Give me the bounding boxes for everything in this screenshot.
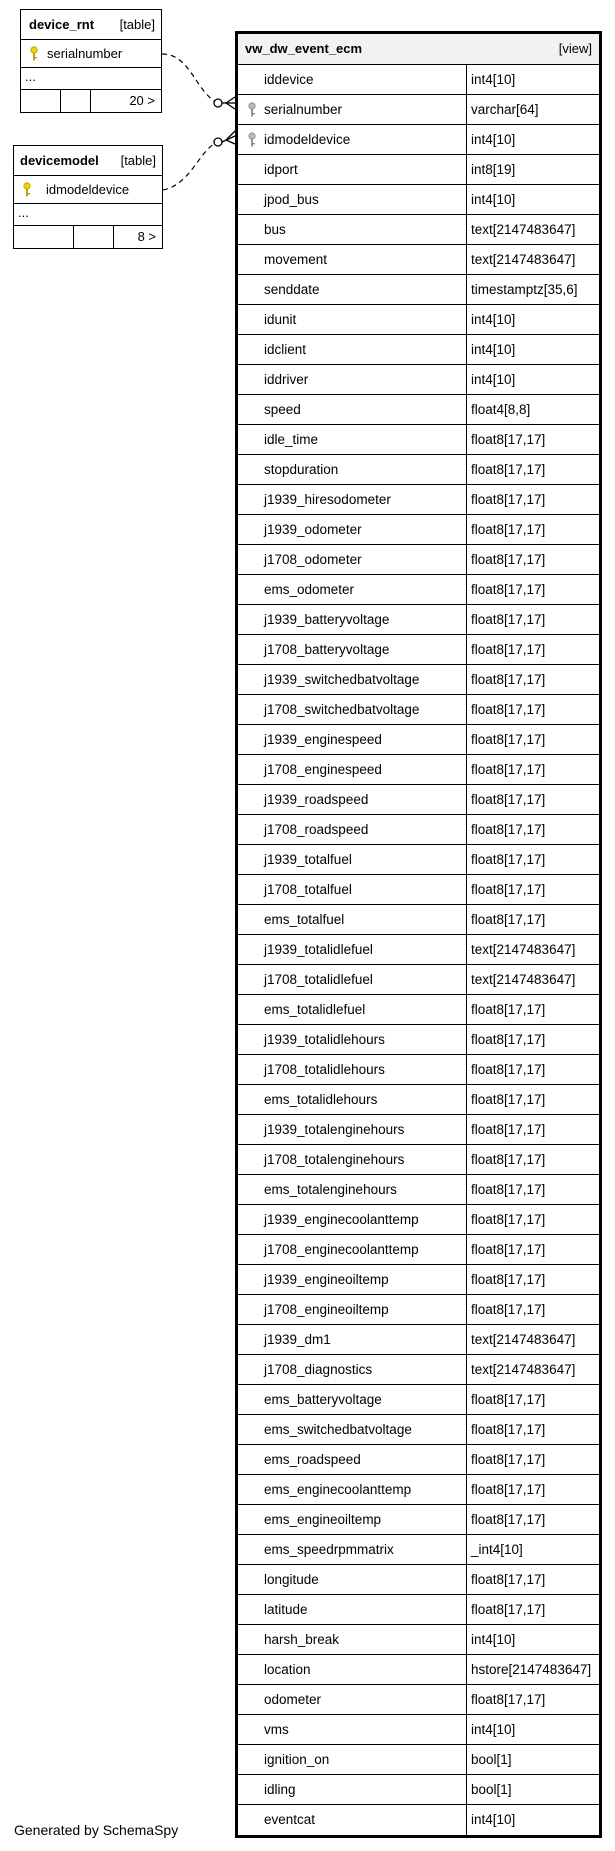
column-name: latitude	[264, 1602, 308, 1617]
column-name: j1708_enginecoolanttemp	[264, 1242, 419, 1257]
column-name: j1939_batteryvoltage	[264, 612, 390, 627]
view-column-row[interactable]	[238, 965, 599, 995]
column-divider	[466, 1655, 467, 1684]
column-name: j1708_totalfuel	[264, 882, 352, 897]
view-column-row[interactable]	[238, 335, 599, 365]
column-type: float8[17,17]	[471, 552, 546, 567]
crowfoot-serialnumber	[214, 97, 235, 109]
column-divider	[466, 1505, 467, 1534]
column-name: j1939_switchedbatvoltage	[264, 672, 420, 687]
column-name: ems_roadspeed	[264, 1452, 361, 1467]
column-type: text[2147483647]	[471, 972, 576, 987]
view-column-row[interactable]	[238, 905, 599, 935]
view-column-row[interactable]	[238, 215, 599, 245]
column-name: ems_odometer	[264, 582, 355, 597]
column-divider	[466, 1295, 467, 1324]
table-kind: [table]	[120, 153, 156, 168]
column-divider	[466, 1325, 467, 1354]
view-column-row[interactable]	[238, 1445, 599, 1475]
column-divider	[466, 245, 467, 274]
column-name: idle_time	[264, 432, 319, 447]
column-type: bool[1]	[471, 1752, 512, 1767]
column-divider	[466, 755, 467, 784]
foreign-key-icon	[247, 102, 257, 118]
fk-line-serialnumber	[162, 54, 216, 102]
column-name: iddriver	[264, 372, 309, 387]
table-name: device_rnt	[29, 17, 95, 32]
view-column-row[interactable]	[238, 1355, 599, 1385]
view-column-row[interactable]	[238, 1775, 599, 1805]
view-name: vw_dw_event_ecm	[245, 41, 363, 56]
column-divider	[466, 1145, 467, 1174]
column-name: speed	[264, 402, 301, 417]
view-column-row[interactable]	[238, 815, 599, 845]
view-column-row[interactable]	[238, 575, 599, 605]
view-column-row[interactable]	[238, 605, 599, 635]
fk-line-idmodeldevice	[163, 143, 216, 190]
table-kind: [table]	[119, 17, 155, 32]
column-divider	[466, 1475, 467, 1504]
column-divider	[466, 335, 467, 364]
column-divider	[466, 545, 467, 574]
column-type: float8[17,17]	[471, 1422, 546, 1437]
view-column-row[interactable]	[238, 1715, 599, 1745]
column-name: odometer	[264, 1692, 322, 1707]
column-name: ignition_on	[264, 1752, 330, 1767]
column-type: int4[10]	[471, 1722, 516, 1737]
view-column-row[interactable]	[238, 185, 599, 215]
column-type: float8[17,17]	[471, 582, 546, 597]
column-name: serialnumber	[264, 102, 343, 117]
column-type: hstore[2147483647]	[471, 1662, 592, 1677]
column-divider	[466, 455, 467, 484]
column-type: float8[17,17]	[471, 612, 546, 627]
column-divider	[466, 1715, 467, 1744]
view-column-row[interactable]	[238, 155, 599, 185]
column-divider	[466, 1745, 467, 1774]
column-name: ems_enginecoolanttemp	[264, 1482, 412, 1497]
column-name: ems_totalfuel	[264, 912, 345, 927]
column-name: j1939_enginespeed	[264, 732, 382, 747]
view-column-list	[238, 65, 599, 1835]
column-name: ems_totalidlehours	[264, 1092, 378, 1107]
column-divider	[466, 965, 467, 994]
view-column-row[interactable]	[238, 305, 599, 335]
column-name: j1708_roadspeed	[264, 822, 369, 837]
view-column-row[interactable]	[238, 725, 599, 755]
column-name: ems_totalidlefuel	[264, 1002, 366, 1017]
column-name: j1708_totalenginehours	[264, 1152, 405, 1167]
column-name: harsh_break	[264, 1632, 340, 1647]
column-type: text[2147483647]	[471, 252, 576, 267]
column-name: location	[264, 1662, 311, 1677]
generated-by-label: Generated by SchemaSpy	[14, 1822, 179, 1838]
column-name: idclient	[264, 342, 307, 357]
view-column-row[interactable]	[238, 1805, 599, 1835]
column-name: eventcat	[264, 1812, 316, 1827]
column-type: float8[17,17]	[471, 1482, 546, 1497]
column-divider	[466, 125, 467, 154]
column-type: float8[17,17]	[471, 432, 546, 447]
column-divider	[466, 1625, 467, 1654]
view-column-row[interactable]	[238, 1745, 599, 1775]
view-column-row[interactable]	[238, 1565, 599, 1595]
column-name: j1708_diagnostics	[264, 1362, 373, 1377]
view-column-row[interactable]	[238, 455, 599, 485]
column-divider	[466, 1115, 467, 1144]
view-column-row[interactable]	[238, 1055, 599, 1085]
view-column-row[interactable]	[238, 1205, 599, 1235]
column-name: j1708_switchedbatvoltage	[264, 702, 420, 717]
view-column-row[interactable]	[238, 755, 599, 785]
column-divider	[466, 845, 467, 874]
view-column-row[interactable]	[238, 1295, 599, 1325]
column-divider	[466, 1385, 467, 1414]
column-type: text[2147483647]	[471, 222, 576, 237]
view-column-row[interactable]	[238, 1145, 599, 1175]
view-column-row[interactable]	[238, 65, 599, 95]
column-divider	[466, 1565, 467, 1594]
view-column-row[interactable]	[238, 995, 599, 1025]
column-name: ems_switchedbatvoltage	[264, 1422, 412, 1437]
view-column-row[interactable]	[238, 1025, 599, 1055]
column-type: float8[17,17]	[471, 1122, 546, 1137]
view-column-row[interactable]	[238, 1235, 599, 1265]
column-divider	[466, 1235, 467, 1264]
column-type: int4[10]	[471, 312, 516, 327]
column-divider	[466, 1535, 467, 1564]
view-column-row[interactable]	[238, 1505, 599, 1535]
column-divider	[466, 1175, 467, 1204]
column-divider	[466, 1205, 467, 1234]
column-divider	[466, 155, 467, 184]
column-type: float8[17,17]	[471, 1452, 546, 1467]
column-name: j1939_hiresodometer	[264, 492, 391, 507]
column-type: int4[10]	[471, 132, 516, 147]
column-type: int4[10]	[471, 342, 516, 357]
column-name: stopduration	[264, 462, 339, 477]
column-type: float8[17,17]	[471, 882, 546, 897]
view-column-row[interactable]	[238, 545, 599, 575]
column-type: float8[17,17]	[471, 792, 546, 807]
view-column-row[interactable]	[238, 1325, 599, 1355]
column-divider	[466, 1685, 467, 1714]
view-column-row[interactable]	[238, 845, 599, 875]
column-divider	[466, 1595, 467, 1624]
column-divider	[466, 1805, 467, 1835]
column-name: idmodeldevice	[264, 132, 351, 147]
view-column-row[interactable]	[238, 665, 599, 695]
table-name: devicemodel	[20, 153, 99, 168]
column-type: float8[17,17]	[471, 1212, 546, 1227]
column-name: j1939_totalenginehours	[264, 1122, 405, 1137]
column-name: movement	[264, 252, 328, 267]
column-type: int4[10]	[471, 72, 516, 87]
column-divider	[466, 605, 467, 634]
column-divider	[466, 95, 467, 124]
column-divider	[466, 815, 467, 844]
column-divider	[466, 725, 467, 754]
column-divider	[466, 665, 467, 694]
column-type: float8[17,17]	[471, 1242, 546, 1257]
view-column-row[interactable]	[238, 1085, 599, 1115]
crowfoot-idmodeldevice	[214, 131, 235, 146]
ellipsis-text: ...	[18, 205, 29, 220]
column-type: float8[17,17]	[471, 1692, 546, 1707]
column-type: text[2147483647]	[471, 1332, 576, 1347]
column-type: int4[10]	[471, 1632, 516, 1647]
column-type: int4[10]	[471, 1812, 516, 1827]
column-divider	[466, 875, 467, 904]
view-vw-dw-event-ecm[interactable]	[235, 31, 602, 1838]
column-type: float8[17,17]	[471, 762, 546, 777]
view-column-row[interactable]	[238, 1415, 599, 1445]
column-name: idunit	[264, 312, 297, 327]
column-type: float8[17,17]	[471, 462, 546, 477]
column-type: float8[17,17]	[471, 822, 546, 837]
column-name: j1939_roadspeed	[264, 792, 369, 807]
column-divider	[466, 485, 467, 514]
column-name: bus	[264, 222, 286, 237]
column-divider	[466, 1355, 467, 1384]
column-divider	[466, 905, 467, 934]
view-column-row[interactable]	[238, 695, 599, 725]
column-divider	[466, 635, 467, 664]
column-type: float8[17,17]	[471, 1602, 546, 1617]
view-column-row[interactable]	[238, 935, 599, 965]
column-type: float8[17,17]	[471, 492, 546, 507]
column-type: bool[1]	[471, 1782, 512, 1797]
column-name: ems_speedrpmmatrix	[264, 1542, 394, 1557]
column-divider	[466, 1415, 467, 1444]
column-name: j1939_totalidlefuel	[264, 942, 373, 957]
column-name: vms	[264, 1722, 289, 1737]
column-name: j1708_totalidlefuel	[264, 972, 373, 987]
view-column-row[interactable]	[238, 395, 599, 425]
column-name: ems_batteryvoltage	[264, 1392, 382, 1407]
view-column-row[interactable]	[238, 1175, 599, 1205]
view-column-row[interactable]	[238, 1385, 599, 1415]
column-type: int4[10]	[471, 372, 516, 387]
column-type: float8[17,17]	[471, 1152, 546, 1167]
column-type: float8[17,17]	[471, 1302, 546, 1317]
child-count[interactable]: 8 >	[137, 229, 156, 244]
view-column-row[interactable]	[238, 485, 599, 515]
column-type: _int4[10]	[471, 1542, 523, 1557]
column-divider	[466, 1055, 467, 1084]
column-type: float4[8,8]	[471, 402, 531, 417]
column-divider	[466, 1775, 467, 1804]
view-column-row[interactable]	[238, 1595, 599, 1625]
view-column-row[interactable]	[238, 1475, 599, 1505]
column-type: float8[17,17]	[471, 1272, 546, 1287]
column-name: idling	[264, 1782, 296, 1797]
column-divider	[466, 305, 467, 334]
column-divider	[466, 785, 467, 814]
view-column-row[interactable]	[238, 635, 599, 665]
view-kind: [view]	[558, 41, 592, 56]
column-name: j1939_engineoiltemp	[264, 1272, 389, 1287]
column-type: timestamptz[35,6]	[471, 282, 578, 297]
view-column-row[interactable]	[238, 425, 599, 455]
column-name: idport	[264, 162, 298, 177]
column-divider	[466, 65, 467, 94]
column-type: float8[17,17]	[471, 912, 546, 927]
column-divider	[466, 365, 467, 394]
foreign-key-icon	[247, 132, 257, 148]
column-type: float8[17,17]	[471, 1572, 546, 1587]
column-divider	[466, 1085, 467, 1114]
column-name: j1708_enginespeed	[264, 762, 382, 777]
column-divider	[466, 1445, 467, 1474]
column-divider	[466, 215, 467, 244]
column-name: j1708_batteryvoltage	[264, 642, 390, 657]
column-type: text[2147483647]	[471, 942, 576, 957]
column-divider	[466, 1265, 467, 1294]
column-type: float8[17,17]	[471, 1182, 546, 1197]
column-type: varchar[64]	[471, 102, 539, 117]
view-column-row[interactable]	[238, 1685, 599, 1715]
view-column-row[interactable]	[238, 785, 599, 815]
column-name: ems_engineoiltemp	[264, 1512, 382, 1527]
view-column-row[interactable]	[238, 1535, 599, 1565]
column-type: int8[19]	[471, 162, 516, 177]
column-type: float8[17,17]	[471, 1392, 546, 1407]
column-name: j1708_odometer	[264, 552, 362, 567]
column-name: j1708_engineoiltemp	[264, 1302, 389, 1317]
view-column-row[interactable]	[238, 1265, 599, 1295]
column-divider	[466, 275, 467, 304]
column-divider	[466, 575, 467, 604]
column-name: j1939_odometer	[264, 522, 362, 537]
column-type: float8[17,17]	[471, 1512, 546, 1527]
column-name: j1939_totalidlehours	[264, 1032, 385, 1047]
view-column-row[interactable]	[238, 245, 599, 275]
view-header	[238, 34, 599, 65]
column-type: float8[17,17]	[471, 642, 546, 657]
column-name: j1939_dm1	[264, 1332, 331, 1347]
column-name: j1708_totalidlehours	[264, 1062, 385, 1077]
column-divider	[466, 515, 467, 544]
column-divider	[466, 395, 467, 424]
column-name: j1939_totalfuel	[264, 852, 352, 867]
column-divider	[466, 935, 467, 964]
ellipsis-text: ...	[25, 69, 36, 84]
view-column-row[interactable]	[238, 875, 599, 905]
column-divider	[466, 185, 467, 214]
view-column-row[interactable]	[238, 365, 599, 395]
column-name: ems_totalenginehours	[264, 1182, 397, 1197]
column-type: float8[17,17]	[471, 702, 546, 717]
view-column-row[interactable]	[238, 95, 599, 125]
column-type: float8[17,17]	[471, 1032, 546, 1047]
column-divider	[466, 425, 467, 454]
column-type: float8[17,17]	[471, 1062, 546, 1077]
column-name: idmodeldevice	[46, 182, 130, 197]
column-type: text[2147483647]	[471, 1362, 576, 1377]
column-name: jpod_bus	[264, 192, 319, 207]
column-divider	[466, 995, 467, 1024]
view-column-row[interactable]	[238, 1625, 599, 1655]
column-name: longitude	[264, 1572, 319, 1587]
column-type: float8[17,17]	[471, 852, 546, 867]
column-divider	[466, 1025, 467, 1054]
column-type: float8[17,17]	[471, 522, 546, 537]
column-type: float8[17,17]	[471, 732, 546, 747]
column-divider	[466, 695, 467, 724]
view-column-row[interactable]	[238, 275, 599, 305]
column-name: senddate	[264, 282, 320, 297]
column-type: float8[17,17]	[471, 1092, 546, 1107]
column-name: serialnumber	[47, 46, 123, 61]
column-type: float8[17,17]	[471, 1002, 546, 1017]
column-type: int4[10]	[471, 192, 516, 207]
column-name: iddevice	[264, 72, 314, 87]
view-column-row[interactable]	[238, 1115, 599, 1145]
view-column-row[interactable]	[238, 125, 599, 155]
view-column-row[interactable]	[238, 1655, 599, 1685]
column-name: j1939_enginecoolanttemp	[264, 1212, 419, 1227]
column-type: float8[17,17]	[471, 672, 546, 687]
child-count[interactable]: 20 >	[129, 93, 155, 108]
view-column-row[interactable]	[238, 515, 599, 545]
